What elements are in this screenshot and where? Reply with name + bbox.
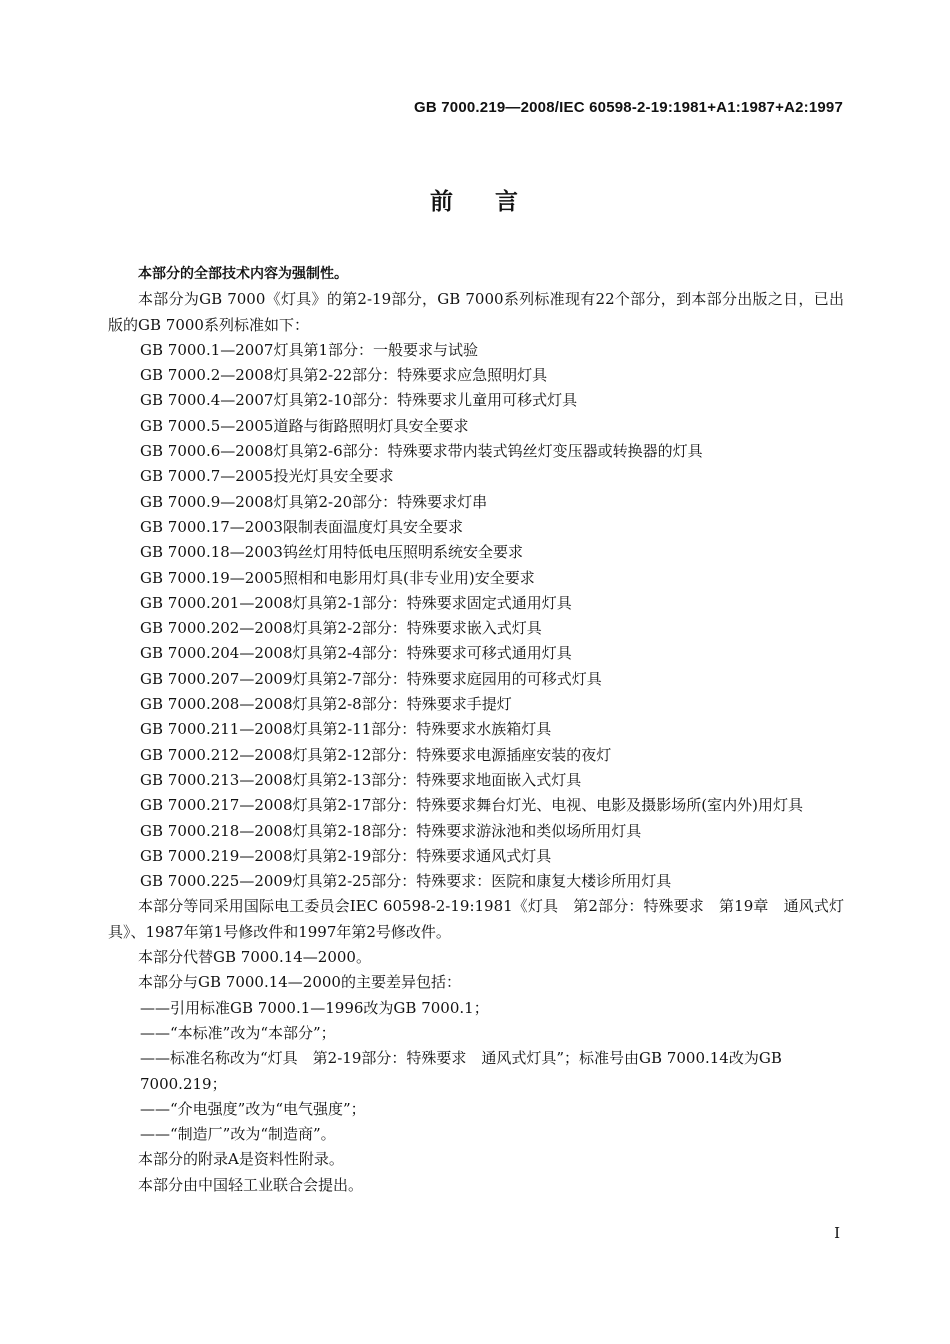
standard-topic: 手提灯 (466, 695, 512, 714)
standard-code: GB 7000.18—2003 (140, 543, 283, 562)
standard-code: GB 7000.204—2008 (140, 644, 293, 663)
standard-part: 第2-7部分：特殊要求 (322, 669, 467, 688)
standard-lamp-label: 灯具 (292, 593, 323, 612)
standard-topic: 嵌入式灯具 (466, 619, 542, 638)
standard-entry (108, 743, 844, 768)
standard-entry (108, 490, 844, 515)
standard-lamp-label: 灯具 (292, 872, 323, 891)
difference-item: ——“本标准”改为“本部分”； (140, 1023, 336, 1042)
standard-topic: 可移式通用灯具 (466, 644, 572, 663)
standard-part: 第2-17部分：特殊要求 (322, 796, 477, 815)
standard-part: 第1部分：一般要求与试验 (303, 340, 478, 359)
replaces-statement: 本部分代替GB 7000.14—2000。 (138, 948, 371, 967)
title-part-2: 言 (495, 189, 520, 215)
standard-part: 钨丝灯用特低电压照明系统安全要求 (282, 543, 523, 562)
differences-intro: 本部分与GB 7000.14—2000的主要差异包括： (138, 973, 461, 992)
standard-topic: 带内装式钨丝灯变压器或转换器的灯具 (447, 442, 703, 461)
standard-code: GB 7000.4—2007 (140, 391, 274, 410)
standard-entry (108, 515, 844, 540)
standard-code: GB 7000.6—2008 (140, 442, 274, 461)
standard-part: 第2-22部分：特殊要求 (303, 366, 458, 385)
standard-entry (108, 667, 844, 692)
standard-entry (108, 464, 844, 489)
proposed-by-statement: 本部分由中国轻工业联合会提出。 (138, 1175, 364, 1194)
standard-part: 第2-20部分：特殊要求 (303, 492, 458, 511)
standard-part: 第2-19部分：特殊要求 (322, 846, 477, 865)
standard-code: GB 7000.2—2008 (140, 366, 274, 385)
difference-item: ——“介电强度”改为“电气强度”； (140, 1099, 366, 1118)
standard-part: 第2-25部分：特殊要求：医院和康复大楼诊所用灯具 (322, 872, 672, 891)
difference-item: ——引用标准GB 7000.1—1996改为GB 7000.1； (140, 998, 489, 1017)
standard-lamp-label: 灯具 (292, 695, 323, 714)
standard-code: GB 7000.212—2008 (140, 745, 293, 764)
series-statement: 本部分为GB 7000《灯具》的第2-19部分，GB 7000系列标准现有22个部分，到本部分出版之日，已出版的GB 7000系列标准如下： (108, 290, 844, 334)
standard-topic: 灯串 (457, 492, 488, 511)
standard-part: 限制表面温度灯具安全要求 (282, 517, 463, 536)
standard-entry (108, 768, 844, 793)
standard-part: 第2-10部分：特殊要求 (303, 391, 458, 410)
difference-item: ——标准名称改为“灯具 第2-19部分：特殊要求 通风式灯具”；标准号由GB 7000.14改为GB 7000.219； (140, 1049, 782, 1093)
standard-code: GB 7000.208—2008 (140, 695, 293, 714)
standard-part: 第2-1部分：特殊要求 (322, 593, 467, 612)
standard-part: 第2-13部分：特殊要求 (322, 770, 477, 789)
page-title (0, 183, 950, 216)
foreword-body (108, 262, 844, 1198)
standard-lamp-label: 灯具 (273, 366, 304, 385)
standard-topic: 儿童用可移式灯具 (457, 391, 578, 410)
standard-entry (108, 641, 844, 666)
standard-lamp-label: 灯具 (292, 720, 323, 739)
standard-entry (108, 692, 844, 717)
annex-statement: 本部分的附录A是资料性附录。 (138, 1150, 344, 1169)
standard-part: 第2-8部分：特殊要求 (322, 695, 467, 714)
standard-topic: 舞台灯光、电视、电影及摄影场所(室内外)用灯具 (476, 796, 803, 815)
standard-code: GB 7000.201—2008 (140, 593, 293, 612)
standard-lamp-label: 灯具 (292, 745, 323, 764)
standard-topic: 固定式通用灯具 (466, 593, 572, 612)
standard-code: GB 7000.225—2009 (140, 872, 293, 891)
standard-entry (108, 439, 844, 464)
standard-entry (108, 388, 844, 413)
standard-topic: 应急照明灯具 (457, 366, 548, 385)
standard-part: 第2-11部分：特殊要求 (322, 720, 477, 739)
standard-lamp-label: 灯具 (292, 644, 323, 663)
difference-item: ——“制造厂”改为“制造商”。 (140, 1125, 336, 1144)
standard-code: GB 7000.202—2008 (140, 619, 293, 638)
standard-lamp-label: 灯具 (273, 391, 304, 410)
standard-lamp-label: 灯具 (273, 340, 304, 359)
standard-code: GB 7000.218—2008 (140, 821, 293, 840)
standard-code: GB 7000.213—2008 (140, 770, 293, 789)
standard-code: GB 7000.7—2005 (140, 467, 274, 486)
standard-part: 投光灯具安全要求 (273, 467, 394, 486)
equivalence-statement: 本部分等同采用国际电工委员会IEC 60598-2-19:1981《灯具 第2部分：特殊要求 第19章 通风式灯具》、1987年第1号修改件和1997年第2号修改件。 (108, 897, 844, 941)
standard-code: GB 7000.9—2008 (140, 492, 274, 511)
standard-entry (108, 793, 844, 818)
standard-entry (108, 591, 844, 616)
standard-code: GB 7000.1—2007 (140, 340, 274, 359)
differences-list (108, 996, 844, 1148)
standard-part: 第2-2部分：特殊要求 (322, 619, 467, 638)
title-part-1: 前 (430, 189, 455, 215)
standard-entry (108, 338, 844, 363)
standard-topic: 水族箱灯具 (476, 720, 552, 739)
standard-part: 第2-18部分：特殊要求 (322, 821, 477, 840)
standard-topic: 电源插座安装的夜灯 (476, 745, 612, 764)
standard-topic: 地面嵌入式灯具 (476, 770, 582, 789)
standard-lamp-label: 灯具 (273, 492, 304, 511)
standard-topic: 通风式灯具 (476, 846, 552, 865)
standard-code: GB 7000.19—2005 (140, 568, 283, 587)
standards-list (108, 338, 844, 895)
standard-code: GB 7000.5—2005 (140, 416, 274, 435)
document-header-code: GB 7000.219—2008/IEC 60598-2-19:1981+A1:1987+A2:1997 (413, 99, 843, 116)
standard-lamp-label: 灯具 (273, 442, 304, 461)
standard-code: GB 7000.219—2008 (140, 846, 293, 865)
standard-lamp-label: 灯具 (292, 796, 323, 815)
page-number: I (834, 1224, 840, 1242)
standard-code: GB 7000.217—2008 (140, 796, 293, 815)
standard-topic: 庭园用的可移式灯具 (466, 669, 602, 688)
standard-part: 第2-4部分：特殊要求 (322, 644, 467, 663)
standard-lamp-label: 灯具 (292, 770, 323, 789)
standard-lamp-label: 灯具 (292, 821, 323, 840)
standard-code: GB 7000.17—2003 (140, 517, 283, 536)
standard-lamp-label: 灯具 (292, 846, 323, 865)
standard-topic: 游泳池和类似场所用灯具 (476, 821, 642, 840)
standard-entry (108, 540, 844, 565)
standard-code: GB 7000.207—2009 (140, 669, 293, 688)
standard-entry (108, 616, 844, 641)
standard-entry (108, 414, 844, 439)
standard-code: GB 7000.211—2008 (140, 720, 293, 739)
standard-entry (108, 819, 844, 844)
standard-lamp-label: 灯具 (292, 669, 323, 688)
standard-part: 照相和电影用灯具(非专业用)安全要求 (282, 568, 535, 587)
standard-entry (108, 869, 844, 894)
standard-entry (108, 717, 844, 742)
standard-entry (108, 566, 844, 591)
mandatory-statement: 本部分的全部技术内容为强制性。 (138, 266, 348, 282)
standard-entry (108, 844, 844, 869)
standard-part: 道路与街路照明灯具安全要求 (273, 416, 469, 435)
standard-entry (108, 363, 844, 388)
standard-lamp-label: 灯具 (292, 619, 323, 638)
standard-part: 第2-12部分：特殊要求 (322, 745, 477, 764)
standard-part: 第2-6部分：特殊要求 (303, 442, 448, 461)
